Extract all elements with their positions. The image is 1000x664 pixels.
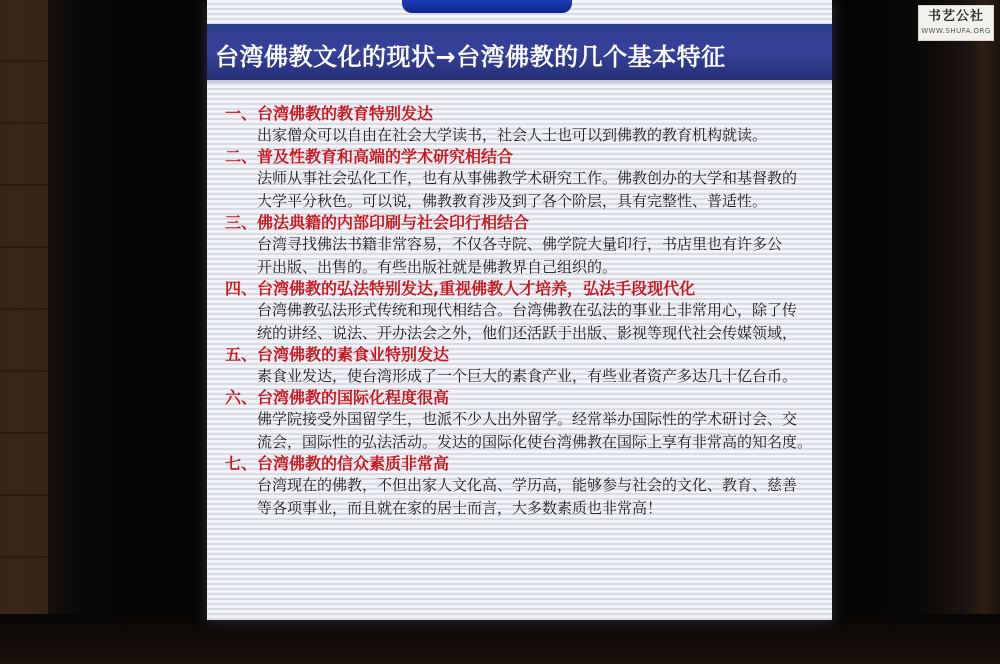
item-line: 台湾现在的佛教，不但出家人文化高、学历高，能够参与社会的文化、教育、慈善 [257, 476, 798, 494]
list-item [225, 388, 820, 454]
projection-screen [207, 0, 832, 620]
item-heading: 一、台湾佛教的教育特别发达 [225, 104, 434, 123]
wooden-frame-left [0, 0, 48, 664]
list-item [225, 104, 820, 147]
item-line: 佛学院接受外国留学生，也派不少人出外留学。经常举办国际性的学术研讨会、交 [257, 410, 798, 428]
item-line: 台湾佛教弘法形式传统和现代相结合。台湾佛教在弘法的事业上非常用心，除了传 [257, 301, 798, 319]
slide-top-tab [402, 0, 572, 13]
list-item [225, 454, 820, 520]
item-line: 统的讲经、说法、开办法会之外，他们还活跃于出版、影视等现代社会传媒领域， [257, 324, 798, 342]
item-heading: 二、普及性教育和高端的学术研究相结合 [225, 147, 514, 166]
watermark-url: WWW.SHUFA.ORG [921, 27, 991, 35]
list-item [225, 147, 820, 213]
slide-content [225, 104, 820, 520]
slide-title-bar [207, 24, 832, 83]
item-line: 流会，国际性的弘法活动。发达的国际化使台湾佛教在国际上享有非常高的知名度。 [257, 433, 813, 451]
item-line: 出家僧众可以自由在社会大学读书，社会人士也可以到佛教的教育机构就读。 [257, 126, 768, 144]
watermark-title: 书艺公社 [927, 9, 984, 24]
item-line: 等各项事业，而且就在家的居士而言，大多数素质也非常高！ [257, 499, 663, 517]
item-heading: 七、台湾佛教的信众素质非常高 [225, 454, 450, 473]
list-item [225, 345, 820, 388]
item-line: 大学平分秋色。可以说，佛教教育涉及到了各个阶层，具有完整性、普适性。 [257, 192, 768, 210]
item-heading: 四、台湾佛教的弘法特别发达,重视佛教人才培养，弘法手段现代化 [225, 279, 696, 298]
item-line: 法师从事社会弘化工作，也有从事佛教学术研究工作。佛教创办的大学和基督教的 [257, 169, 798, 187]
list-item [225, 279, 820, 345]
stage-floor [0, 614, 1000, 664]
item-line: 开出版、出售的。有些出版社就是佛教界自己组织的。 [257, 258, 618, 276]
item-heading: 五、台湾佛教的素食业特别发达 [225, 345, 450, 364]
list-item [225, 213, 820, 279]
item-line: 素食业发达，使台湾形成了一个巨大的素食产业，有些业者资产多达几十亿台币。 [257, 367, 798, 385]
wooden-frame-right [960, 0, 1000, 664]
item-line: 台湾寻找佛法书籍非常容易，不仅各寺院、佛学院大量印行，书店里也有许多公 [257, 235, 783, 253]
slide-title: 台湾佛教文化的现状→台湾佛教的几个基本特征 [215, 43, 726, 71]
item-heading: 三、佛法典籍的内部印刷与社会印行相结合 [225, 213, 530, 232]
item-heading: 六、台湾佛教的国际化程度很高 [225, 388, 450, 407]
watermark-logo [918, 5, 994, 41]
